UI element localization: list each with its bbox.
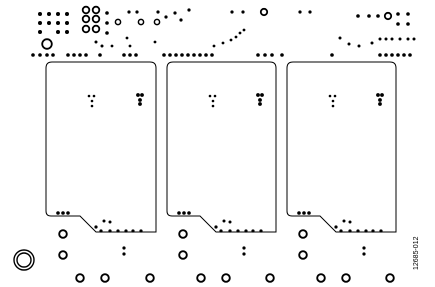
via (396, 22, 400, 26)
via (223, 220, 226, 223)
via (270, 53, 274, 57)
via (378, 53, 382, 57)
via (297, 211, 301, 215)
via (214, 95, 217, 98)
figure-id-label: 12685-012 (413, 236, 420, 270)
mounting-hole (261, 9, 267, 15)
via (378, 98, 382, 102)
via (330, 53, 334, 57)
via (406, 22, 410, 26)
via (242, 246, 245, 249)
via (343, 220, 346, 223)
via (258, 98, 262, 102)
connector-hole (317, 274, 325, 282)
via (390, 53, 394, 57)
via (364, 229, 367, 232)
via (230, 10, 233, 13)
bottom-connector-holes (59, 230, 394, 282)
via (302, 211, 306, 215)
via (56, 30, 60, 34)
via (129, 45, 132, 48)
via (105, 21, 109, 25)
via (38, 30, 42, 34)
via (399, 38, 402, 41)
via (358, 45, 361, 48)
via (243, 29, 246, 32)
via (212, 105, 215, 108)
mounting-hole (83, 16, 90, 23)
via (136, 93, 140, 97)
via (124, 229, 127, 232)
via (182, 211, 186, 215)
via (396, 12, 400, 16)
mounting-hole (154, 19, 159, 24)
via (256, 93, 260, 97)
via (180, 53, 184, 57)
via (134, 53, 138, 57)
via (235, 36, 238, 39)
connector-hole (197, 274, 205, 282)
via (187, 8, 190, 11)
via (131, 229, 134, 232)
via (256, 53, 260, 57)
via (156, 10, 159, 13)
via (241, 10, 244, 13)
via (66, 211, 70, 215)
mounting-hole (385, 13, 391, 19)
via (187, 211, 191, 215)
via (229, 221, 232, 224)
channel-outlines (46, 62, 396, 232)
via (98, 53, 102, 57)
via (367, 14, 371, 18)
via (396, 53, 400, 57)
channel-1-vias (56, 93, 144, 233)
via (213, 45, 216, 48)
via (101, 45, 104, 48)
via (376, 14, 380, 18)
via (45, 53, 49, 57)
via (242, 252, 245, 255)
via (116, 229, 119, 232)
via (391, 38, 394, 41)
mounting-hole (138, 19, 143, 24)
via (168, 53, 172, 57)
via (307, 211, 311, 215)
via (122, 53, 126, 57)
via (198, 53, 202, 57)
via (138, 102, 142, 106)
via (164, 15, 167, 18)
top-ring-holes (42, 7, 391, 49)
via (140, 93, 144, 97)
via (127, 10, 130, 13)
via (109, 221, 112, 224)
via (371, 42, 374, 45)
mounting-hole (115, 19, 120, 24)
via (138, 98, 142, 102)
via (339, 37, 342, 40)
via (251, 229, 254, 232)
via (72, 53, 76, 57)
connector-hole (179, 230, 187, 238)
mounting-hole (42, 39, 52, 49)
connector-hole (146, 274, 154, 282)
via (84, 53, 88, 57)
bottom-small-vias (122, 246, 365, 255)
via (379, 38, 382, 41)
via (122, 252, 125, 255)
via (228, 229, 231, 232)
via (61, 211, 65, 215)
via (332, 100, 335, 103)
via (380, 93, 384, 97)
via (94, 225, 97, 228)
connector-hole (222, 274, 230, 282)
via (308, 10, 311, 13)
via (95, 41, 98, 44)
via (348, 229, 351, 232)
channel-2-outline (167, 62, 276, 232)
via (362, 246, 365, 249)
via (356, 14, 360, 18)
via (128, 53, 132, 57)
connector-hole (299, 230, 307, 238)
mounting-hole (93, 26, 100, 33)
via (56, 12, 60, 16)
via (230, 39, 233, 42)
via (105, 11, 109, 15)
via (406, 12, 410, 16)
via (260, 93, 264, 97)
connector-hole (76, 274, 84, 282)
via (298, 10, 301, 13)
via (174, 53, 178, 57)
via (222, 42, 225, 45)
via (212, 100, 215, 103)
connector-hole (386, 274, 394, 282)
via (334, 95, 337, 98)
via (259, 229, 262, 232)
via (376, 93, 380, 97)
connector-hole (299, 251, 307, 259)
via (108, 229, 111, 232)
via (51, 53, 55, 57)
via (244, 229, 247, 232)
via (339, 229, 342, 232)
connector-hole (342, 274, 350, 282)
via (65, 12, 69, 16)
via (91, 105, 94, 108)
via (91, 100, 94, 103)
connector-hole (59, 251, 67, 259)
via (78, 53, 82, 57)
via (348, 43, 351, 46)
connector-hole (266, 274, 274, 282)
via (204, 53, 208, 57)
via (209, 95, 212, 98)
channel-3-outline (287, 62, 396, 232)
via (65, 30, 69, 34)
via (192, 53, 196, 57)
via (236, 229, 239, 232)
via (379, 229, 382, 232)
connector-hole (101, 274, 109, 282)
via (65, 21, 69, 25)
large-mounting-hole (14, 250, 34, 270)
via (362, 252, 365, 255)
via (280, 53, 284, 57)
via (66, 53, 70, 57)
via (413, 38, 416, 41)
via (154, 41, 157, 44)
via (47, 12, 51, 16)
via (162, 53, 166, 57)
via (173, 11, 176, 14)
via (402, 53, 406, 57)
via (177, 211, 181, 215)
via (332, 105, 335, 108)
via (88, 95, 91, 98)
via (210, 53, 214, 57)
mounting-hole (83, 7, 90, 14)
via (186, 53, 190, 57)
via (111, 45, 114, 48)
via (56, 21, 60, 25)
via (239, 32, 242, 35)
via (38, 53, 42, 57)
via (214, 225, 217, 228)
via (385, 38, 388, 41)
via (105, 31, 109, 35)
connector-hole (179, 251, 187, 259)
via (38, 12, 42, 16)
mounting-hole-inner-ring (17, 253, 31, 267)
via (329, 95, 332, 98)
via (378, 102, 382, 106)
via (31, 53, 35, 57)
via (407, 38, 410, 41)
via (56, 211, 60, 215)
via (38, 21, 42, 25)
via (179, 18, 182, 21)
via (263, 53, 267, 57)
via (135, 10, 138, 13)
top-via-field (31, 8, 415, 56)
via (258, 102, 262, 106)
via (219, 229, 222, 232)
via (371, 229, 374, 232)
mounting-hole (83, 26, 90, 33)
channel-1-outline (46, 62, 156, 232)
connector-hole (59, 230, 67, 238)
via (139, 229, 142, 232)
via (122, 246, 125, 249)
channel-2-vias (177, 93, 264, 233)
via (99, 229, 102, 232)
via (334, 225, 337, 228)
via (349, 221, 352, 224)
via (408, 53, 412, 57)
via (356, 229, 359, 232)
channel-3-vias (297, 93, 384, 233)
via (47, 21, 51, 25)
via (384, 53, 388, 57)
mounting-hole (93, 16, 100, 23)
via (103, 220, 106, 223)
mounting-hole (93, 7, 100, 14)
via (126, 37, 129, 40)
via (93, 95, 96, 98)
